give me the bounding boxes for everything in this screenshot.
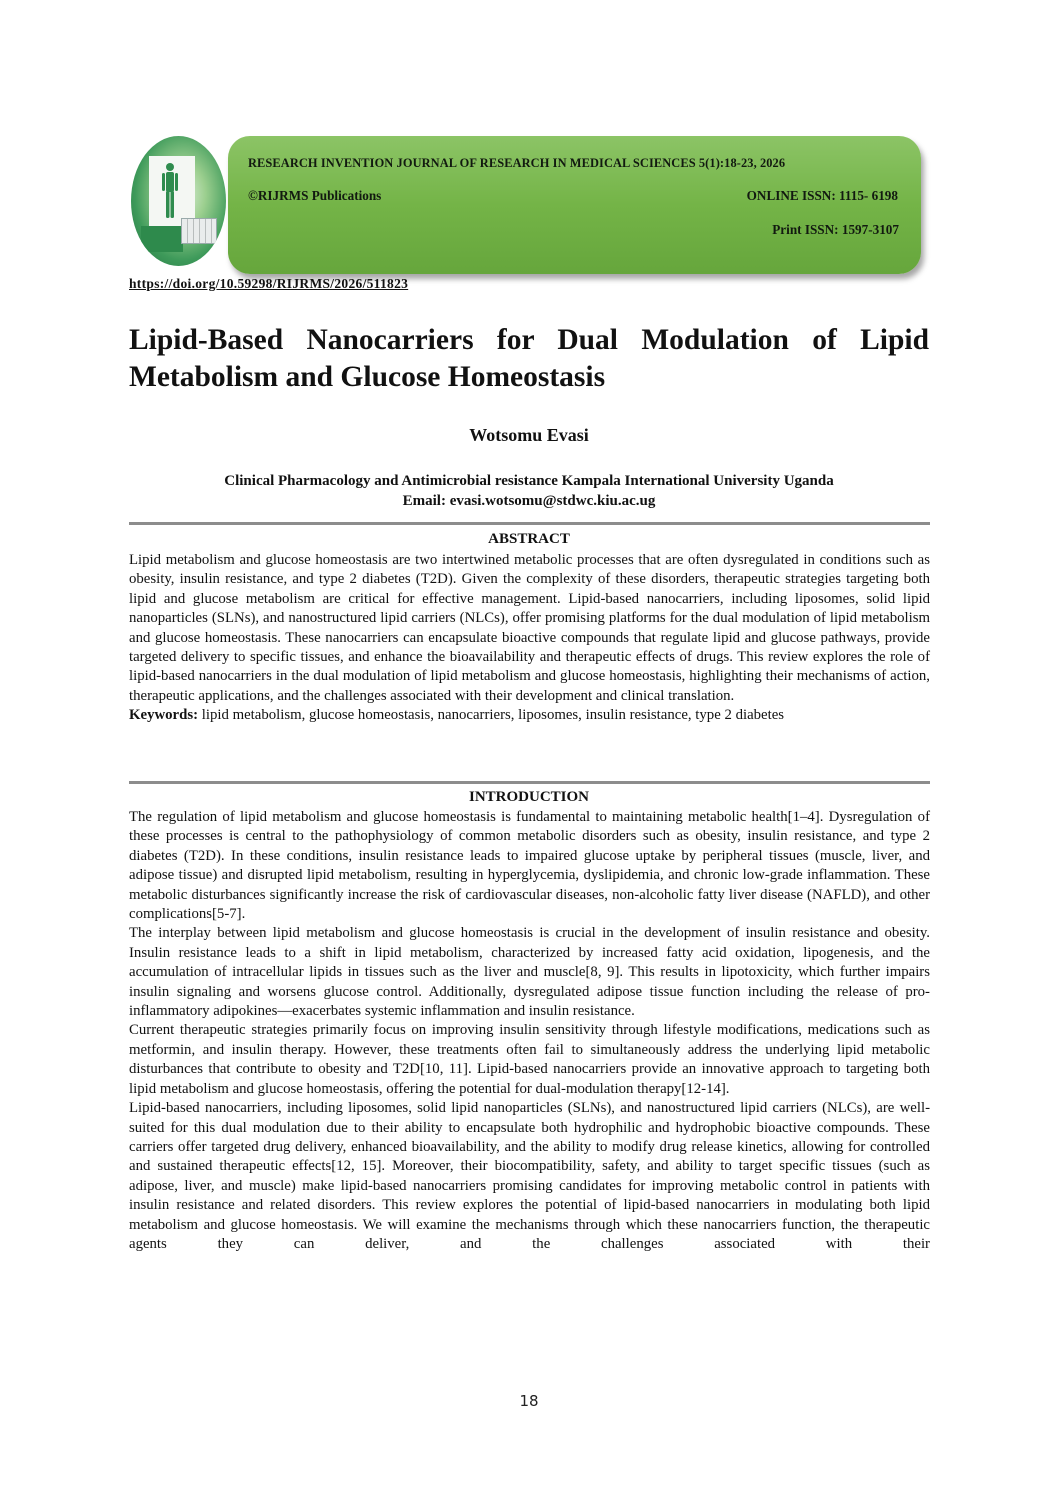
online-issn: ONLINE ISSN: 1115- 6198 (746, 188, 898, 203)
introduction-divider (129, 781, 930, 784)
intro-paragraph: The interplay between lipid metabolism and glucose homeostasis is crucial in the development of insulin resistance and obesity. Insulin resistance leads to a shift in lipid metabolism, characterized by increased fatty acid oxidation, lipogenesis, and the accumulation of intracellular lipids in tissues such as the liver and muscle[8, 9]. This results in lipotoxicity, which further impairs insulin signaling and worsens glucose control. Additionally, dysregulated adipose tissue function including the release of pro-inflammatory adipokines—exacerbates systemic inflammation and insulin resistance. (129, 925, 930, 1020)
abstract-divider (129, 522, 930, 525)
keywords-list: lipid metabolism, glucose homeostasis, nanocarriers, liposomes, insulin resistance, type 2 diabetes (198, 707, 785, 724)
abstract-section (129, 551, 930, 726)
abstract-text: Lipid metabolism and glucose homeostasis are two intertwined metabolic processes that are often dysregulated in conditions such as obesity, insulin resistance, and type 2 diabetes (T2D). Given the complexity of these disorders, therapeutic strategies targeting both lipid and glucose metabolism are critical for effective management. Lipid-based nanocarriers, including liposomes, solid lipid nanoparticles (SLNs), and nanostructured lipid carriers (NLCs), offer promising platforms for the dual modulation of lipid metabolism and glucose homeostasis. These nanocarriers can encapsulate bioactive compounds that regulate lipid and glucose pathways, provide targeted delivery to specific tissues, and enhance the bioavailability and therapeutic effects of drugs. This review explores the role of lipid-based nanocarriers in the dual modulation of lipid metabolism and glucose homeostasis, highlighting their mechanisms of action, therapeutic applications, and the challenges associated with their development and clinical translation. (129, 552, 930, 704)
logo-base (141, 226, 183, 252)
intro-paragraph: Lipid-based nanocarriers, including liposomes, solid lipid nanoparticles (SLNs), and nanostructured lipid carriers (NLCs), are well-suited for this dual modulation due to their ability to encapsulate both hydrophilic and hydrophobic bioactive compounds. These carriers offer targeted drug delivery, enhanced bioavailability, and the ability to modify drug release kinetics, allowing for controlled and sustained therapeutic effects[12, 15]. Moreover, their biocompatibility, safety, and ability to target specific tissues (such as adipose, liver, and muscle) make lipid-based nanocarriers promising candidates for improving metabolic control in patients with insulin resistance and related disorders. This review explores the potential of lipid-based nanocarriers in modulating both lipid metabolism and glucose homeostasis. We will examine the mechanisms through which these nanocarriers function, the therapeutic agents they can deliver, and the challenges associated with their (129, 1100, 930, 1252)
introduction-section (129, 808, 930, 1254)
author-affiliation-block (0, 471, 1058, 511)
author-name: Wotsomu Evasi (469, 425, 589, 445)
journal-citation-line: RESEARCH INVENTION JOURNAL OF RESEARCH IN MEDICAL SCIENCES 5(1):18-23, 2026 (248, 156, 786, 170)
human-figure-icon (161, 162, 179, 220)
article-title: Lipid-Based Nanocarriers for Dual Modulation of Lipid Metabolism and Glucose Homeostasis (129, 324, 929, 393)
journal-header-banner (228, 136, 921, 274)
publisher-label: ©RIJRMS Publications (248, 188, 382, 203)
journal-logo-anatomy-icon (131, 136, 226, 266)
doi-link[interactable]: https://doi.org/10.59298/RIJRMS/2026/511823 (129, 276, 409, 291)
author-email: Email: evasi.wotsomu@stdwc.kiu.ac.ug (402, 493, 656, 509)
book-stack-icon (181, 218, 217, 244)
affiliation: Clinical Pharmacology and Antimicrobial resistance Kampala International University Uganda (224, 473, 834, 489)
abstract-heading: ABSTRACT (488, 531, 570, 547)
print-issn: Print ISSN: 1597-3107 (772, 222, 899, 237)
intro-paragraph: Current therapeutic strategies primarily focus on improving insulin sensitivity through lifestyle modifications, medications such as metformin, and insulin therapy. However, these treatments often fail to simultaneously address the underlying lipid metabolic disturbances that contribute to obesity and T2D[10, 11]. Lipid-based nanocarriers provide an innovative approach to targeting both lipid metabolism and glucose homeostasis, offering the potential for dual-modulation therapy[12-14]. (129, 1022, 930, 1097)
keywords-label: Keywords: (129, 707, 199, 724)
intro-paragraph: The regulation of lipid metabolism and glucose homeostasis is fundamental to maintaining metabolic health[1–4]. Dysregulation of these processes is central to the pathophysiology of common metabolic disorders such as obesity, insulin resistance, and type 2 diabetes (T2D). In these conditions, insulin resistance leads to impaired glucose uptake by peripheral tissues (muscle, liver, and adipose tissue) and disrupted lipid metabolism, resulting in hyperglycemia, dyslipidemia, and chronic low-grade inflammation. These metabolic disturbances significantly increase the risk of cardiovascular diseases, non-alcoholic fatty liver disease (NAFLD), and other complications[5-7]. (129, 809, 930, 923)
page-number: 18 (519, 1392, 539, 1410)
introduction-heading: INTRODUCTION (468, 789, 589, 805)
keywords-line (129, 706, 930, 725)
